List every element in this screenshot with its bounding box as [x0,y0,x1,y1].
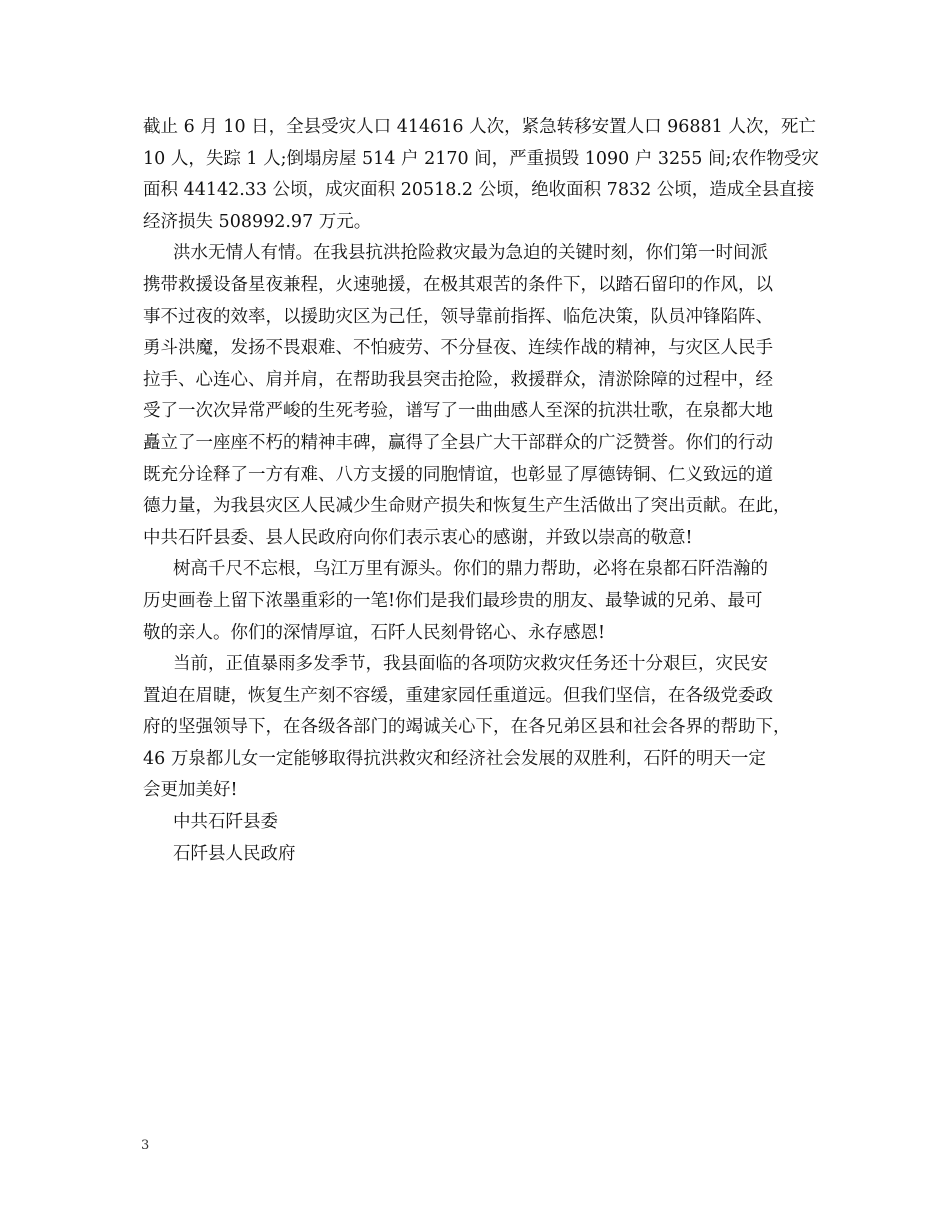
text-line: 洪水无情人有情。在我县抗洪抢险救灾最为急迫的关键时刻，你们第一时间派 [173,243,768,264]
text-line: 46 万泉都儿女一定能够取得抗洪救灾和经济社会发展的双胜利，石阡的明天一定 [143,748,766,769]
text-line: 10 人，失踪 1 人;倒塌房屋 514 户 2170 间，严重损毁 1090 户 3255 间;农作物受灾 [143,148,819,169]
text-line: 置迫在眉睫，恢复生产刻不容缓，重建家园任重道远。但我们坚信，在各级党委政 [143,685,773,706]
text-line: 中共石阡县委、县人民政府向你们表示衷心的感谢，并致以崇高的敬意! [143,527,693,548]
text-line: 府的坚强领导下，在各级各部门的竭诚关心下，在各兄弟区县和社会各界的帮助下， [143,717,791,738]
text-line: 携带救援设备星夜兼程，火速驰援，在极其艰苦的条件下，以踏石留印的作风，以 [143,274,773,295]
page-number: 3 [141,1138,150,1153]
text-line: 经济损失 508992.97 万元。 [143,211,372,232]
text-line: 德力量，为我县灾区人民减少生命财产损失和恢复生产生活做出了突出贡献。在此， [143,496,791,517]
text-line: 勇斗洪魔，发扬不畏艰难、不怕疲劳、不分昼夜、连续作战的精神，与灾区人民手 [143,338,773,359]
text-line: 会更加美好! [143,780,238,801]
text-line: 既充分诠释了一方有难、八方支援的同胞情谊，也彰显了厚德铸铜、仁义致远的道 [143,464,773,485]
text-line: 截止 6 月 10 日，全县受灾人口 414616 人次，紧急转移安置人口 96881 人次，死亡 [143,117,816,137]
text-line: 树高千尺不忘根，乌江万里有源头。你们的鼎力帮助，必将在泉都石阡浩瀚的 [173,559,768,580]
text-line: 敬的亲人。你们的深情厚谊，石阡人民刻骨铭心、永存感恩! [143,622,606,643]
text-line: 受了一次次异常严峻的生死考验，谱写了一曲曲感人至深的抗洪壮歌，在泉都大地 [143,401,773,422]
text-line: 历史画卷上留下浓墨重彩的一笔!你们是我们最珍贵的朋友、最挚诚的兄弟、最可 [143,590,763,611]
text-line: 石阡县人民政府 [173,843,296,864]
text-line: 中共石阡县委 [173,812,278,833]
text-line: 面积 44142.33 公顷，成灾面积 20518.2 公顷，绝收面积 7832 公顷，造成全县直接 [143,180,815,201]
text-line: 矗立了一座座不朽的精神丰碑，赢得了全县广大干部群众的广泛赞誉。你们的行动 [143,432,773,453]
text-line: 拉手、心连心、肩并肩，在帮助我县突击抢险，救援群众，清淤除障的过程中，经 [143,369,773,390]
text-line: 事不过夜的效率，以援助灾区为己任，领导靠前指挥、临危决策，队员冲锋陷阵、 [143,306,773,327]
text-line: 当前，正值暴雨多发季节，我县面临的各项防灾救灾任务还十分艰巨，灾民安 [173,654,768,675]
letter-body [143,112,828,870]
